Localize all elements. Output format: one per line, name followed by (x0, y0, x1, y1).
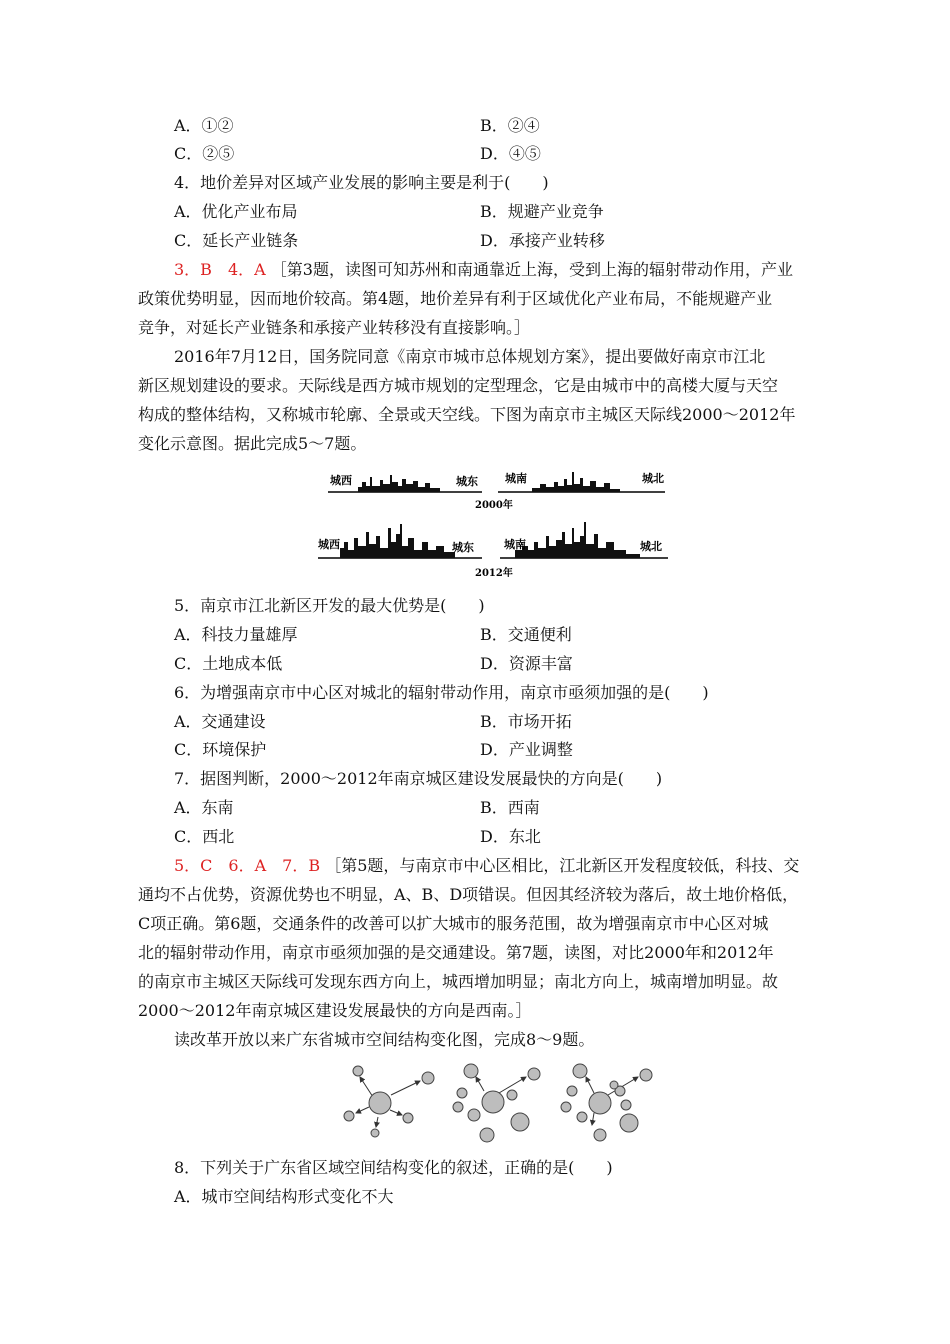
skyline-2012-west-buildings (340, 524, 455, 558)
skyline-2000-west-buildings (358, 475, 440, 492)
answer-text: 竞争，对延长产业链条和承接产业转移没有直接影响。］ (138, 318, 531, 337)
answer-key: 3．B 4．A (174, 260, 266, 279)
city-node (573, 1064, 587, 1078)
answer-text: 的南京市主城区天际线可发现东西方向上，城西增加明显；南北方向上，城南增加明显。故 (138, 972, 779, 991)
city-node (344, 1111, 354, 1121)
city-node (561, 1102, 571, 1112)
city-node (468, 1109, 480, 1121)
passage-text: 新区规划建设的要求。天际线是西方城市规划的定型理念，它是由城市中的高楼大厦与天空 (138, 376, 779, 395)
q5-stem: 5．南京市江北新区开发的最大优势是( ) (174, 596, 485, 615)
city-node (594, 1129, 606, 1141)
skyline-2012-label-south: 城南 (504, 538, 526, 551)
structure-stage-2 (453, 1064, 540, 1142)
skyline-2000-south-buildings (532, 472, 620, 492)
q4-option-c: C．延长产业链条 (174, 231, 299, 250)
city-node (511, 1113, 529, 1131)
skyline-2012-year: 2012年 (475, 568, 513, 579)
city-node (453, 1102, 463, 1112)
answer-text: ［第3题，读图可知苏州和南通靠近上海，受到上海的辐射带动作用，产业 (270, 260, 793, 279)
city-node (640, 1069, 652, 1081)
q4-option-b: B．规避产业竞争 (480, 202, 604, 221)
q8-option-a: A．城市空间结构形式变化不大 (174, 1187, 394, 1206)
answer-text: 政策优势明显，因而地价较高。第4题，地价差异有利于区域优化产业布局，不能规避产业 (138, 289, 773, 308)
skyline-2000-label-east: 城东 (456, 475, 478, 488)
city-node (507, 1090, 517, 1100)
q7-option-a: A．东南 (174, 798, 234, 817)
skyline-2012-south-buildings (515, 522, 640, 558)
city-node (371, 1129, 379, 1137)
skyline-2000-label-west: 城西 (330, 474, 352, 487)
city-node (353, 1066, 363, 1076)
passage-text: 2016年7月12日，国务院同意《南京市城市总体规划方案》，提出要做好南京市江北 (174, 347, 766, 366)
skyline-figure (310, 462, 690, 584)
q3-option-b: B．②④ (480, 116, 540, 135)
q6-stem: 6．为增强南京市中心区对城北的辐射带动作用，南京市亟须加强的是( ) (174, 683, 709, 702)
passage-text: 构成的整体结构，又称城市轮廓、全景或天空线。下图为南京市主城区天际线2000～2012年 (138, 405, 796, 424)
q3-option-d: D．④⑤ (480, 144, 541, 163)
q6-option-b: B．市场开拓 (480, 712, 572, 731)
city-node (620, 1114, 638, 1132)
city-node (621, 1100, 631, 1110)
q5-option-b: B．交通便利 (480, 625, 572, 644)
city-node (369, 1092, 391, 1114)
q5-option-a: A．科技力量雄厚 (174, 625, 298, 644)
city-node (422, 1072, 434, 1084)
answer-text: 北的辐射带动作用，南京市亟须加强的是交通建设。第7题，读图，对比2000年和2012年 (138, 943, 774, 962)
city-node (577, 1112, 587, 1122)
q7-stem: 7．据图判断，2000～2012年南京城区建设发展最快的方向是( ) (174, 769, 663, 788)
answer-3-4 (174, 260, 793, 280)
q4-stem: 4．地价差异对区域产业发展的影响主要是利于( ) (174, 173, 549, 192)
city-node (480, 1128, 494, 1142)
answer-text: C项正确。第6题，交通条件的改善可以扩大城市的服务范围，故为增强南京市中心区对城 (138, 914, 769, 933)
city-node (567, 1086, 577, 1096)
answer-text: 通均不占优势，资源优势也不明显，A、B、D项错误。但因其经济较为落后，故土地价格低， (138, 885, 799, 904)
skyline-2000-year: 2000年 (475, 500, 513, 511)
city-node (610, 1081, 618, 1089)
q7-option-c: C．西北 (174, 827, 235, 846)
city-node (482, 1091, 504, 1113)
q8-stem: 8．下列关于广东省区域空间结构变化的叙述，正确的是( ) (174, 1158, 613, 1177)
city-node (403, 1113, 413, 1123)
city-node (464, 1064, 478, 1078)
q4-option-a: A．优化产业布局 (174, 202, 298, 221)
q6-option-a: A．交通建设 (174, 712, 266, 731)
q7-option-b: B．西南 (480, 798, 540, 817)
city-structure-figure (336, 1055, 656, 1149)
city-node (528, 1068, 540, 1080)
q5-option-c: C．土地成本低 (174, 654, 283, 673)
q3-option-c: C．②⑤ (174, 144, 235, 163)
answer-text: 2000～2012年南京城区建设发展最快的方向是西南。］ (138, 1001, 532, 1020)
q6-option-d: D．产业调整 (480, 740, 573, 759)
q4-option-d: D．承接产业转移 (480, 231, 605, 250)
q3-option-a: A．①② (174, 116, 234, 135)
answer-key: 5．C 6．A 7．B (174, 856, 321, 875)
skyline-2012-label-east: 城东 (452, 541, 474, 554)
skyline-2012-label-north: 城北 (640, 540, 662, 553)
passage-text: 读改革开放以来广东省城市空间结构变化图，完成8～9题。 (174, 1030, 595, 1049)
answer-text: ［第5题，与南京市中心区相比，江北新区开发程度较低，科技、交 (325, 856, 800, 875)
skyline-2012-label-west: 城西 (318, 538, 340, 551)
q7-option-d: D．东北 (480, 827, 541, 846)
skyline-2000-label-north: 城北 (642, 472, 664, 485)
answer-5-7 (174, 856, 799, 876)
q5-option-d: D．资源丰富 (480, 654, 573, 673)
skyline-2000-label-south: 城南 (505, 472, 527, 485)
passage-text: 变化示意图。据此完成5～7题。 (138, 434, 367, 453)
q6-option-c: C．环境保护 (174, 740, 267, 759)
structure-stage-1 (344, 1066, 434, 1137)
structure-stage-3 (561, 1064, 652, 1141)
city-node (589, 1092, 611, 1114)
city-node (457, 1088, 467, 1098)
